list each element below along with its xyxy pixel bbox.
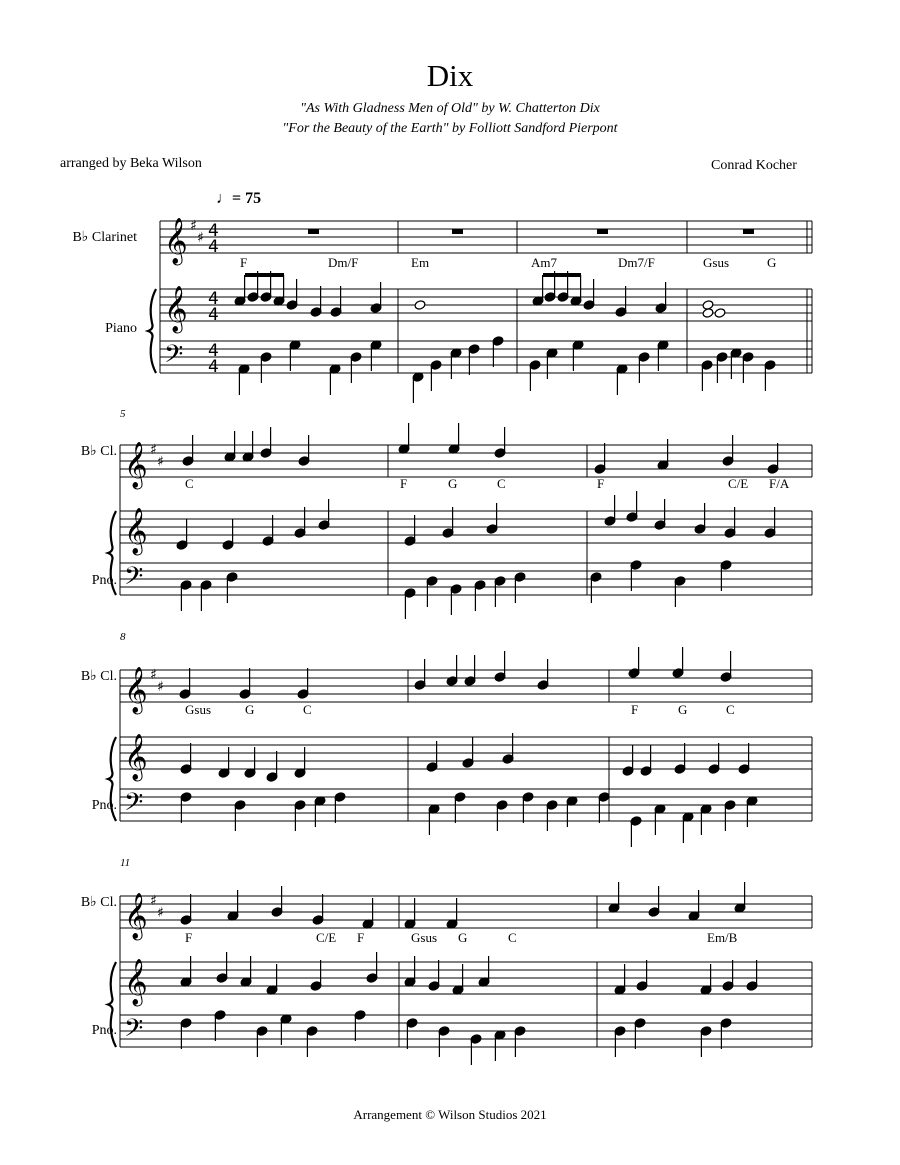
piano-brace	[108, 737, 116, 821]
chord-symbol: C/E	[728, 476, 749, 491]
piano-label-short: Pno.	[91, 573, 117, 588]
note-head	[714, 308, 726, 319]
sharp-icon: ♯	[197, 230, 204, 246]
chord-symbol: Gsus	[703, 255, 730, 270]
chord-symbol: F	[240, 255, 248, 270]
piano-brace	[108, 511, 116, 595]
time-signature-icon: 4	[208, 237, 219, 257]
chord-symbol: Dm/F	[328, 255, 359, 270]
measure-number: 5	[120, 408, 126, 420]
treble-clef-icon: 𝄞	[124, 959, 148, 1005]
sharp-icon: ♯	[150, 442, 157, 458]
chord-symbol: F	[357, 930, 365, 945]
bass-clef-icon: 𝄢	[124, 788, 144, 823]
treble-clef-icon: 𝄞	[124, 734, 148, 780]
tempo-value: = 75	[232, 190, 262, 207]
clarinet-label-short: B♭ Cl.	[80, 444, 117, 459]
chord-symbol: F/A	[769, 476, 790, 491]
sharp-icon: ♯	[157, 454, 164, 470]
piano-label-short: Pno.	[91, 798, 117, 813]
rest-mark	[308, 229, 319, 234]
subtitle-line-2: "For the Beauty of the Earth" by Folliott Sandford Pierpont	[282, 121, 618, 136]
chord-symbol: F	[631, 702, 639, 717]
subtitle-line-1: "As With Gladness Men of Old" by W. Chatterton Dix	[300, 101, 600, 116]
chord-symbol: C	[185, 476, 194, 491]
chord-symbol: Em	[411, 255, 430, 270]
clarinet-label-short: B♭ Cl.	[80, 895, 117, 910]
treble-clef-icon: 𝄞	[164, 286, 188, 332]
time-signature-icon: 4	[208, 289, 219, 309]
chord-symbol: Em/B	[707, 930, 738, 945]
piano-brace	[108, 962, 116, 1047]
chord-symbol: G	[245, 702, 255, 717]
bass-clef-icon: 𝄢	[164, 340, 184, 375]
chord-symbol: F	[185, 930, 193, 945]
note-head	[414, 300, 426, 311]
measure-number: 8	[120, 631, 126, 643]
sharp-icon: ♯	[150, 893, 157, 909]
sharp-icon: ♯	[157, 905, 164, 921]
chord-symbol: Gsus	[185, 702, 212, 717]
score-title: Dix	[426, 58, 474, 93]
treble-clef-icon: 𝄞	[124, 508, 148, 554]
sharp-icon: ♯	[190, 218, 197, 234]
piano-label: Piano	[105, 321, 137, 336]
chord-symbol: C/E	[316, 930, 337, 945]
clarinet-label-short: B♭ Cl.	[80, 669, 117, 684]
sharp-icon: ♯	[157, 679, 164, 695]
chord-symbol: G	[767, 255, 777, 270]
treble-clef-icon: 𝄞	[124, 442, 148, 488]
bass-clef-icon: 𝄢	[124, 1014, 144, 1049]
time-signature-icon: 4	[208, 357, 219, 377]
sharp-icon: ♯	[150, 667, 157, 683]
chord-symbol: C	[497, 476, 506, 491]
chord-symbol: G	[678, 702, 688, 717]
rest-mark	[597, 229, 608, 234]
time-signature-icon: 4	[208, 305, 219, 325]
treble-clef-icon: 𝄞	[124, 893, 148, 939]
piano-brace	[148, 289, 156, 373]
arranger-credit: arranged by Beka Wilson	[60, 156, 202, 171]
chord-symbol: G	[448, 476, 458, 491]
measure-number: 11	[120, 857, 131, 869]
chord-symbol: C	[303, 702, 312, 717]
quarter-note-icon: ♩	[216, 190, 232, 207]
chord-symbol: F	[597, 476, 605, 491]
piano-label-short: Pno.	[91, 1023, 117, 1038]
treble-clef-icon: 𝄞	[164, 218, 188, 264]
chord-symbol: Am7	[531, 255, 557, 270]
chord-symbol: C	[726, 702, 735, 717]
rest-mark	[743, 229, 754, 234]
chord-symbol: C	[508, 930, 517, 945]
treble-clef-icon: 𝄞	[124, 667, 148, 713]
composer-credit: Conrad Kocher	[711, 158, 797, 173]
time-signature-icon: 4	[208, 341, 219, 361]
chord-symbol: Gsus	[411, 930, 438, 945]
clarinet-label: B♭ Clarinet	[72, 230, 137, 245]
rest-mark	[452, 229, 463, 234]
chord-symbol: Dm7/F	[618, 255, 655, 270]
note-head	[702, 308, 714, 319]
chord-symbol: G	[458, 930, 468, 945]
copyright-footer: Arrangement © Wilson Studios 2021	[353, 1107, 547, 1122]
time-signature-icon: 4	[208, 221, 219, 241]
bass-clef-icon: 𝄢	[124, 562, 144, 597]
chord-symbol: F	[400, 476, 408, 491]
